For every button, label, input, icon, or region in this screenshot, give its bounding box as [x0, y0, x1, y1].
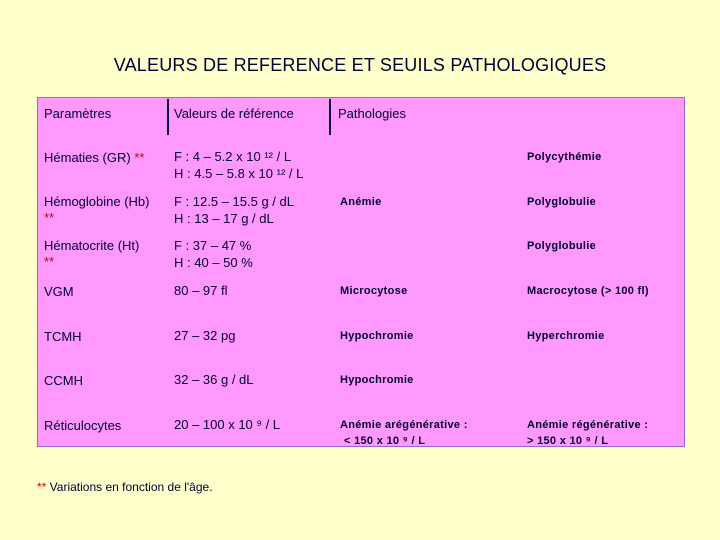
param-ccmh: CCMH: [44, 373, 83, 388]
high-tcmh: Hyperchromie: [527, 330, 605, 342]
header-pathologies: Pathologies: [338, 106, 406, 121]
ref-hemoglobine-f: F : 12.5 – 15.5 g / dL: [174, 194, 294, 209]
star-hematocrite: **: [44, 254, 55, 269]
low-hemoglobine: Anémie: [340, 196, 382, 208]
low-ccmh: Hypochromie: [340, 374, 414, 386]
footnote-text: Variations en fonction de l'âge.: [46, 480, 213, 494]
high-reticulocytes-1: Anémie régénérative :: [527, 419, 649, 431]
footnote-star: **: [37, 480, 47, 494]
ref-vgm: 80 – 97 fl: [174, 283, 228, 298]
ref-tcmh: 27 – 32 pg: [174, 328, 236, 343]
high-vgm: Macrocytose (> 100 fl): [527, 285, 649, 297]
param-vgm: VGM: [44, 284, 74, 299]
page-title: VALEURS DE REFERENCE ET SEUILS PATHOLOGIQUES: [113, 55, 607, 75]
header-divider-1: [167, 99, 169, 135]
param-tcmh: TCMH: [44, 329, 82, 344]
low-reticulocytes-1: Anémie arégénérative :: [340, 419, 468, 431]
param-reticulocytes: Réticulocytes: [44, 418, 122, 433]
ref-hematies-f: F : 4 – 5.2 x 10 ¹² / L: [174, 149, 292, 164]
high-reticulocytes-2: > 150 x 10 ⁹ / L: [527, 435, 609, 447]
header-divider-2: [329, 99, 331, 135]
reference-table: [37, 97, 685, 447]
ref-reticulocytes: 20 – 100 x 10 ⁹ / L: [174, 417, 281, 432]
star-hemoglobine: **: [44, 210, 55, 225]
high-hemoglobine: Polyglobulie: [527, 196, 596, 208]
ref-hematocrite-h: H : 40 – 50 %: [174, 255, 253, 270]
ref-hemoglobine-h: H : 13 – 17 g / dL: [174, 211, 274, 226]
ref-hematocrite-f: F : 37 – 47 %: [174, 238, 252, 253]
ref-ccmh: 32 – 36 g / dL: [174, 372, 254, 387]
header-parametres: Paramètres: [44, 106, 112, 121]
low-reticulocytes-2: < 150 x 10 ⁹ / L: [344, 435, 426, 447]
param-hematocrite: Hématocrite (Ht): [44, 238, 140, 253]
high-hematies: Polycythémie: [527, 151, 602, 163]
header-valeurs: Valeurs de référence: [174, 106, 294, 121]
footnote: [37, 480, 213, 494]
low-vgm: Microcytose: [340, 285, 408, 297]
ref-hematies-h: H : 4.5 – 5.8 x 10 ¹² / L: [174, 166, 304, 181]
param-hematies: Hématies (GR) **: [44, 150, 145, 165]
high-hematocrite: Polyglobulie: [527, 240, 596, 252]
param-hemoglobine: Hémoglobine (Hb): [44, 194, 150, 209]
low-tcmh: Hypochromie: [340, 330, 414, 342]
